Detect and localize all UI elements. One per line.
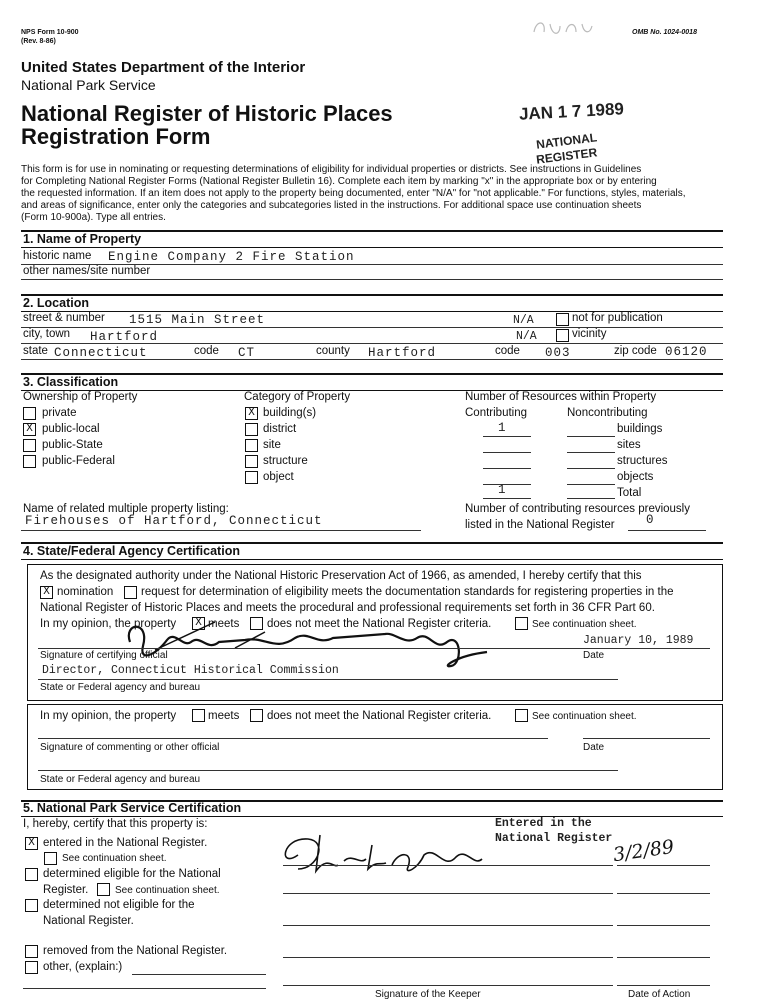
section-3-heading: 3. Classification xyxy=(23,375,119,389)
keeper-signature-label: Signature of the Keeper xyxy=(375,989,481,1000)
keeper-signature xyxy=(268,825,528,883)
section-divider xyxy=(21,373,723,375)
ownership-heading: Ownership of Property xyxy=(23,391,138,403)
entered-stamp-line-2: National Register xyxy=(495,832,613,845)
category-object-checkbox[interactable] xyxy=(245,471,258,484)
category-site-label: site xyxy=(263,439,281,451)
ownership-public-state-label: public-State xyxy=(42,439,103,451)
count-underline xyxy=(483,436,531,437)
count-underline xyxy=(567,436,615,437)
vicinity-na: N/A xyxy=(516,330,537,343)
commenting-does-not-meet-label: does not meet the National Register criteria. xyxy=(267,710,492,722)
state-code-label: code xyxy=(194,345,219,357)
category-structure-label: structure xyxy=(263,455,308,467)
keeper-line xyxy=(283,985,613,986)
signature-line xyxy=(38,738,548,739)
count-underline xyxy=(628,530,706,531)
date-of-action-value[interactable]: 3/2/89 xyxy=(611,835,676,867)
street-value[interactable]: 1515 Main Street xyxy=(129,313,266,327)
meets-criteria-label: meets xyxy=(208,618,240,630)
commenting-signature-label: Signature of commenting or other official xyxy=(40,742,220,753)
entered-in-register-checkbox[interactable]: X xyxy=(25,837,38,850)
omb-number: OMB No. 1024-0018 xyxy=(632,29,697,36)
removed-checkbox[interactable] xyxy=(25,945,38,958)
ownership-public-federal-label: public-Federal xyxy=(42,455,115,467)
keeper-line xyxy=(283,893,613,894)
historic-name-label: historic name xyxy=(23,250,92,262)
state-code-value[interactable]: CT xyxy=(238,346,256,360)
eligible-continuation-label: See continuation sheet. xyxy=(115,885,220,896)
resources-heading: Number of Resources within Property xyxy=(465,391,657,403)
nomination-checkbox[interactable]: X xyxy=(40,586,53,599)
intro-text-2: for Completing National Register Forms (National Register Bulletin 16). Complete each item by marking "x" in the appropriate box or by entering xyxy=(21,176,657,187)
buildings-label: buildings xyxy=(617,423,663,435)
city-label: city, town xyxy=(23,328,71,340)
other-names-label: other names/site number xyxy=(23,265,151,277)
intro-text-3: the requested information. If an item does not apply to the property being documented, enter "N/A" for "not applicable." For functions, styles, materials, xyxy=(21,188,686,199)
register-stamp: REGISTER xyxy=(535,145,598,167)
keeper-line xyxy=(283,925,613,926)
certification-date-value[interactable]: January 10, 1989 xyxy=(583,634,694,647)
date-line xyxy=(583,738,710,739)
determined-not-eligible-checkbox[interactable] xyxy=(25,899,38,912)
count-underline xyxy=(483,484,531,485)
entered-stamp-line-1: Entered in the xyxy=(495,817,592,830)
action-date-line xyxy=(617,865,710,866)
sites-label: sites xyxy=(617,439,641,451)
historic-name-value[interactable]: Engine Company 2 Fire Station xyxy=(108,250,355,264)
nomination-label: nomination xyxy=(57,586,114,598)
count-underline xyxy=(483,498,531,499)
previously-listed-label: Number of contributing resources previously xyxy=(465,503,690,515)
other-explain-line xyxy=(132,974,266,975)
intro-text-1: This form is for use in nominating or requesting determinations of eligibility for individual properties or districts. See instructions in Guidelines xyxy=(21,164,642,175)
section-4-heading: 4. State/Federal Agency Certification xyxy=(23,544,240,558)
zip-code-value[interactable]: 06120 xyxy=(665,345,708,359)
cert-opinion-text: In my opinion, the property xyxy=(40,618,177,630)
determined-eligible-checkbox[interactable] xyxy=(25,868,38,881)
keeper-line xyxy=(283,865,613,866)
action-date-line xyxy=(617,957,710,958)
ownership-private-checkbox[interactable] xyxy=(23,407,36,420)
commenting-continuation-label: See continuation sheet. xyxy=(532,711,637,722)
county-value[interactable]: Hartford xyxy=(368,346,437,360)
vicinity-label: vicinity xyxy=(572,328,607,340)
cert-paragraph-line-1: As the designated authority under the National Historic Preservation Act of 1966, as amended, I hereby certify that this xyxy=(40,570,642,582)
ownership-public-local-label: public-local xyxy=(42,423,100,435)
ownership-public-local-checkbox[interactable]: X xyxy=(23,423,36,436)
count-underline xyxy=(567,452,615,453)
meets-criteria-checkbox[interactable]: X xyxy=(192,617,205,630)
structures-label: structures xyxy=(617,455,668,467)
eligible-continuation-checkbox[interactable] xyxy=(97,883,110,896)
vicinity-checkbox[interactable] xyxy=(556,329,569,342)
zip-code-label: zip code xyxy=(614,345,657,357)
commenting-continuation-checkbox[interactable] xyxy=(515,709,528,722)
objects-label: objects xyxy=(617,471,654,483)
determined-not-eligible-label-2: National Register. xyxy=(43,915,134,927)
state-label: state xyxy=(23,345,48,357)
field-underline xyxy=(21,327,723,328)
action-date-line xyxy=(617,925,710,926)
count-underline xyxy=(483,468,531,469)
section-2-heading: 2. Location xyxy=(23,296,89,310)
nps-certify-text: I, hereby, certify that this property is: xyxy=(23,818,208,830)
field-underline xyxy=(21,530,421,531)
other-explain-line-2 xyxy=(23,988,266,989)
category-district-checkbox[interactable] xyxy=(245,423,258,436)
not-for-publication-checkbox[interactable] xyxy=(556,313,569,326)
determined-eligible-label-2: Register. xyxy=(43,884,89,896)
signature-line xyxy=(38,648,710,649)
continuation-sheet-label: See continuation sheet. xyxy=(532,619,637,630)
determined-eligible-label: determined eligible for the National xyxy=(43,868,221,880)
service-name: National Park Service xyxy=(21,77,156,93)
county-code-value[interactable]: 003 xyxy=(545,346,571,360)
intro-text-5: (Form 10-900a). Type all entries. xyxy=(21,212,166,223)
department-name: United States Department of the Interior xyxy=(21,59,306,76)
certifying-agency-value[interactable]: Director, Connecticut Historical Commission xyxy=(42,664,339,677)
total-label: Total xyxy=(617,487,642,499)
count-underline xyxy=(567,484,615,485)
contributing-heading: Contributing xyxy=(465,407,528,419)
previously-listed-count[interactable]: 0 xyxy=(646,513,655,527)
noncontributing-heading: Noncontributing xyxy=(567,407,648,419)
cert-paragraph-line-2: request for determination of eligibility meets the documentation standards for registering properties in the xyxy=(141,586,674,598)
ownership-public-federal-checkbox[interactable] xyxy=(23,455,36,468)
category-building-checkbox[interactable]: X xyxy=(245,407,258,420)
national-stamp: NATIONAL xyxy=(535,130,598,152)
commenting-agency-label: State or Federal agency and bureau xyxy=(40,774,201,785)
section-divider xyxy=(21,294,723,296)
action-date-line xyxy=(617,893,710,894)
entered-continuation-checkbox[interactable] xyxy=(44,852,57,865)
keeper-line xyxy=(283,957,613,958)
other-label: other, (explain:) xyxy=(43,961,123,973)
form-title: National Register of Historic Places xyxy=(21,101,393,126)
section-rule xyxy=(21,559,723,560)
commenting-date-label: Date xyxy=(583,742,605,753)
field-underline xyxy=(21,279,723,280)
intro-text-4: and areas of significance, enter only the categories and subcategories listed in the instructions. For additional space use continuation sheets xyxy=(21,200,642,211)
category-heading: Category of Property xyxy=(244,391,351,403)
count-underline xyxy=(567,468,615,469)
section-rule xyxy=(21,247,723,248)
agency-bureau-label: State or Federal agency and bureau xyxy=(40,682,201,693)
date-of-action-label: Date of Action xyxy=(628,989,691,1000)
multiple-property-label: Name of related multiple property listing: xyxy=(23,503,229,515)
determination-request-checkbox[interactable] xyxy=(124,586,137,599)
commenting-does-not-meet-checkbox[interactable] xyxy=(250,709,263,722)
category-district-label: district xyxy=(263,423,297,435)
cert-paragraph-line-3: National Register of Historic Places and meets the procedural and professional requirements set forth in 36 CFR Part 60. xyxy=(40,602,655,614)
handwritten-scribble-mark xyxy=(528,14,598,42)
category-building-label: building(s) xyxy=(263,407,317,419)
county-code-label: code xyxy=(495,345,520,357)
does-not-meet-label: does not meet the National Register criteria. xyxy=(267,618,492,630)
certifying-signature-label: Signature of certifying official xyxy=(40,650,168,661)
not-for-publication-label: not for publication xyxy=(572,312,663,324)
entered-continuation-label: See continuation sheet. xyxy=(62,853,167,864)
section-5-heading: 5. National Park Service Certification xyxy=(23,801,242,815)
category-site-checkbox[interactable] xyxy=(245,439,258,452)
form-subtitle: Registration Form xyxy=(21,124,211,149)
street-label: street & number xyxy=(23,312,105,324)
city-value[interactable]: Hartford xyxy=(90,330,159,344)
field-underline xyxy=(21,359,723,360)
removed-label: removed from the National Register. xyxy=(43,945,228,957)
commenting-meets-label: meets xyxy=(208,710,240,722)
determined-not-eligible-label: determined not eligible for the xyxy=(43,899,195,911)
received-date-stamp: JAN 1 7 1989 xyxy=(518,99,625,124)
section-rule xyxy=(21,816,723,817)
count-underline xyxy=(483,452,531,453)
commenting-meets-checkbox[interactable] xyxy=(192,709,205,722)
form-number: NPS Form 10-900 xyxy=(21,29,79,36)
form-revision: (Rev. 8-86) xyxy=(21,38,56,45)
previously-listed-label-2: listed in the National Register xyxy=(465,519,615,531)
category-structure-checkbox[interactable] xyxy=(245,455,258,468)
state-value[interactable]: Connecticut xyxy=(54,346,148,360)
contributing-total-count[interactable]: 1 xyxy=(498,483,507,497)
contributing-buildings-count[interactable]: 1 xyxy=(498,421,507,435)
count-underline xyxy=(567,498,615,499)
action-date-line xyxy=(617,985,710,986)
category-object-label: object xyxy=(263,471,294,483)
commenting-opinion-text: In my opinion, the property xyxy=(40,710,177,722)
entered-in-register-label: entered in the National Register. xyxy=(43,837,208,849)
county-label: county xyxy=(316,345,350,357)
other-checkbox[interactable] xyxy=(25,961,38,974)
not-for-publication-na: N/A xyxy=(513,314,534,327)
field-underline xyxy=(38,770,618,771)
field-underline xyxy=(21,343,723,344)
ownership-public-state-checkbox[interactable] xyxy=(23,439,36,452)
field-underline xyxy=(38,679,618,680)
section-1-heading: 1. Name of Property xyxy=(23,232,142,246)
certification-date-label: Date xyxy=(583,650,605,661)
ownership-private-label: private xyxy=(42,407,77,419)
multiple-property-value[interactable]: Firehouses of Hartford, Connecticut xyxy=(25,514,323,528)
continuation-sheet-checkbox[interactable] xyxy=(515,617,528,630)
